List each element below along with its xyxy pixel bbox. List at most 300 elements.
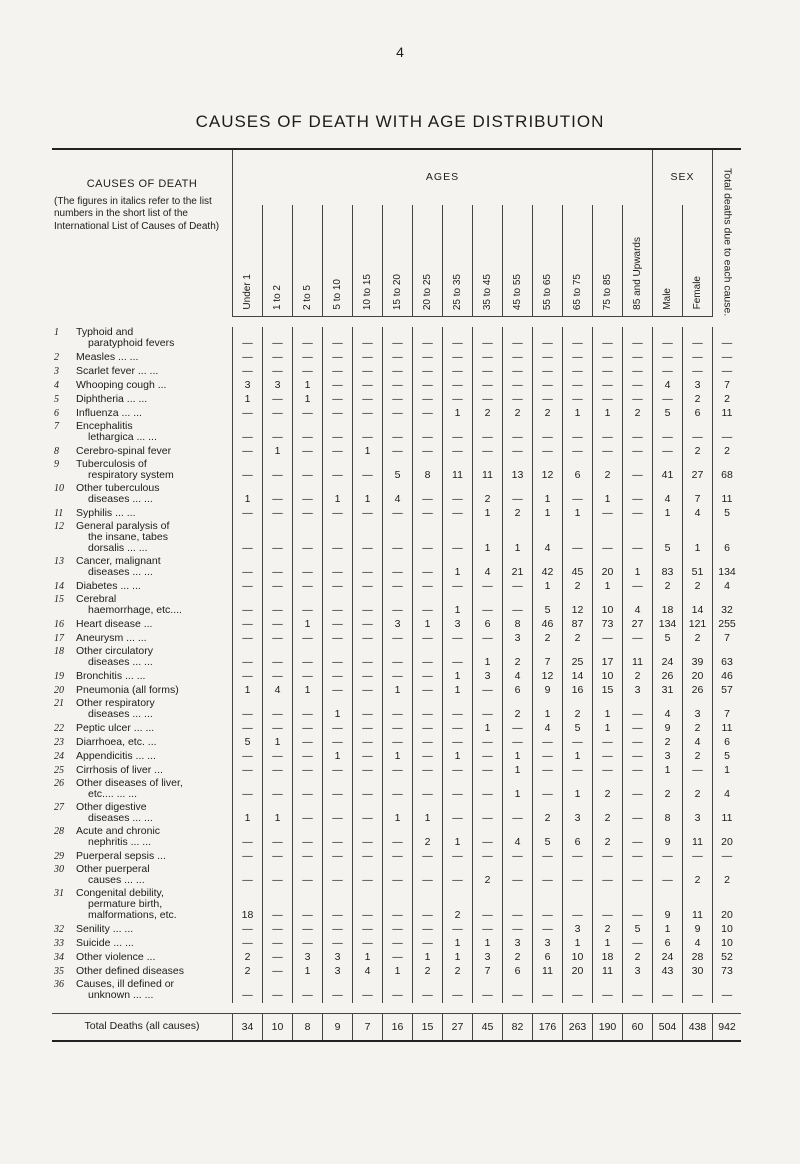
cell-value: —	[413, 670, 443, 684]
age-column-header	[233, 205, 263, 317]
cause-label: Tuberculosis of	[76, 457, 147, 470]
cell-value: —	[563, 764, 593, 778]
cell-value: —	[263, 965, 293, 979]
cause-label: Encephalitis	[76, 419, 133, 432]
cell-value: —	[533, 736, 563, 750]
cause-cell	[52, 684, 233, 698]
cell-value: —	[503, 736, 533, 750]
cell-value: 1	[473, 646, 503, 670]
cell-value: —	[293, 850, 323, 864]
cause-label: diseases ... ...	[88, 492, 153, 505]
cell-value: —	[503, 888, 533, 923]
cause-list-number: 14	[54, 580, 64, 592]
total-value: 504	[653, 1013, 683, 1041]
cell-value: —	[533, 445, 563, 459]
cause-label: Causes, ill defined or	[76, 977, 175, 990]
table-row	[52, 646, 741, 670]
cause-label: Bronchitis ... ...	[76, 669, 146, 682]
cell-value: —	[353, 698, 383, 722]
cell-value: 1	[443, 750, 473, 764]
cell-value: —	[443, 864, 473, 888]
cell-value: 10	[713, 937, 742, 951]
cell-value: —	[533, 750, 563, 764]
cell-value: —	[383, 421, 413, 445]
cause-cell	[52, 864, 233, 888]
cell-value: 10	[713, 923, 742, 937]
cell-value: 14	[683, 594, 713, 618]
cell-value: 3	[623, 684, 653, 698]
total-value: 7	[353, 1013, 383, 1041]
cell-value: 1	[233, 684, 263, 698]
cell-value: —	[383, 979, 413, 1003]
cell-value: —	[263, 888, 293, 923]
cell-value: —	[233, 580, 263, 594]
cell-value: 5	[233, 736, 263, 750]
cell-value: 68	[713, 459, 742, 483]
cause-label: Other digestive	[76, 800, 147, 813]
cause-list-number: 13	[54, 555, 64, 567]
cause-cell	[52, 937, 233, 951]
cell-value: 1	[443, 556, 473, 580]
cause-label: Scarlet fever ... ...	[76, 364, 159, 377]
cell-value: —	[653, 327, 683, 351]
cell-value: —	[353, 327, 383, 351]
cause-label: Peptic ulcer ... ...	[76, 721, 155, 734]
cell-value: 11	[533, 965, 563, 979]
cell-value: —	[323, 979, 353, 1003]
cause-label: Appendicitis ... ...	[76, 749, 156, 762]
cell-value: —	[443, 802, 473, 826]
cell-value: —	[353, 923, 383, 937]
cause-cell	[52, 421, 233, 445]
cell-value: —	[353, 556, 383, 580]
cell-value: 7	[713, 698, 742, 722]
cause-cell	[52, 580, 233, 594]
cell-value: —	[353, 979, 383, 1003]
cause-label: Influenza ... ...	[76, 406, 142, 419]
causes-of-death-table-wrapper	[52, 148, 741, 1042]
cause-label: Other puerperal	[76, 862, 150, 875]
cell-value: 6	[533, 951, 563, 965]
cell-value: 4	[653, 379, 683, 393]
cell-value: —	[623, 393, 653, 407]
cell-value: —	[263, 923, 293, 937]
cell-value: 4	[533, 521, 563, 556]
cause-list-number: 24	[54, 750, 64, 762]
cell-value: —	[233, 407, 263, 421]
cell-value: —	[473, 580, 503, 594]
cell-value: 4	[503, 826, 533, 850]
cause-label: Cerebro-spinal fever	[76, 444, 172, 457]
cell-value: —	[323, 594, 353, 618]
cell-value: —	[263, 421, 293, 445]
cause-label: respiratory system	[88, 468, 174, 481]
cell-value: 4	[713, 778, 742, 802]
cell-value: —	[383, 923, 413, 937]
cell-value: 83	[653, 556, 683, 580]
cause-cell	[52, 445, 233, 459]
cell-value: —	[563, 736, 593, 750]
cell-value: —	[623, 698, 653, 722]
cause-label: paratyphoid fevers	[88, 336, 175, 349]
cell-value: —	[413, 923, 443, 937]
cell-value: —	[623, 888, 653, 923]
cause-cell	[52, 618, 233, 632]
age-column-header	[413, 205, 443, 317]
cell-value: 5	[623, 923, 653, 937]
cell-value: 3	[263, 379, 293, 393]
cell-value: —	[353, 750, 383, 764]
cell-value: 1	[293, 379, 323, 393]
cell-value: —	[593, 850, 623, 864]
cell-value: —	[623, 521, 653, 556]
cell-value: 1	[353, 445, 383, 459]
cell-value: —	[383, 351, 413, 365]
cause-list-number: 2	[54, 351, 59, 363]
cell-value: —	[623, 750, 653, 764]
cause-label: Congenital debility,	[76, 886, 164, 899]
cause-cell	[52, 979, 233, 1003]
cell-value: 1	[503, 521, 533, 556]
cell-value: 1	[593, 698, 623, 722]
cell-value: —	[293, 365, 323, 379]
table-row	[52, 826, 741, 850]
cell-value: 1	[533, 580, 563, 594]
cell-value: 12	[533, 459, 563, 483]
cell-value: —	[233, 365, 263, 379]
cell-value: —	[353, 670, 383, 684]
cell-value: —	[293, 445, 323, 459]
cell-value: —	[503, 351, 533, 365]
cell-value: 6	[503, 684, 533, 698]
age-column-header	[533, 205, 563, 317]
total-value: 176	[533, 1013, 563, 1041]
age-column-label: 65 to 75	[571, 273, 583, 310]
cell-value: —	[413, 556, 443, 580]
causes-note: (The figures in italics refer to the list numbers in the short list of the International List of Causes of Death)	[54, 195, 220, 232]
age-column-label: 85 and Upwards	[631, 236, 643, 310]
cell-value: —	[623, 327, 653, 351]
cell-value: —	[413, 646, 443, 670]
cell-value: —	[413, 778, 443, 802]
cell-value: —	[293, 764, 323, 778]
cell-value: —	[293, 698, 323, 722]
cell-value: 3	[653, 750, 683, 764]
cell-value: —	[353, 888, 383, 923]
cell-value: 6	[683, 407, 713, 421]
cell-value: 1	[653, 764, 683, 778]
cell-value: 57	[713, 684, 742, 698]
cell-value: 20	[713, 826, 742, 850]
cell-value: 6	[503, 965, 533, 979]
table-row	[52, 802, 741, 826]
cell-value: —	[323, 670, 353, 684]
cell-value: 4	[713, 580, 742, 594]
cell-value: 2	[533, 407, 563, 421]
cell-value: 20	[593, 556, 623, 580]
sex-column-header	[653, 205, 683, 317]
cell-value: —	[293, 556, 323, 580]
cell-value: —	[233, 327, 263, 351]
cell-value: —	[443, 764, 473, 778]
cell-value: 5	[533, 826, 563, 850]
cell-value: 11	[713, 802, 742, 826]
cause-list-number: 23	[54, 736, 64, 748]
age-column-header	[293, 205, 323, 317]
cell-value: —	[383, 778, 413, 802]
cell-value: —	[443, 365, 473, 379]
table-row	[52, 459, 741, 483]
cell-value: 11	[683, 888, 713, 923]
cell-value: —	[473, 736, 503, 750]
cell-value: 27	[623, 618, 653, 632]
cell-value: —	[533, 421, 563, 445]
cell-value: —	[683, 365, 713, 379]
cell-value: —	[383, 365, 413, 379]
cause-label: Cerebral	[76, 592, 117, 605]
cell-value: —	[293, 750, 323, 764]
cell-value: —	[383, 646, 413, 670]
cell-value: —	[533, 327, 563, 351]
cell-value: —	[263, 521, 293, 556]
cause-label: diseases ... ...	[88, 811, 153, 824]
total-value: 16	[383, 1013, 413, 1041]
cell-value: —	[353, 736, 383, 750]
cell-value: 1	[443, 826, 473, 850]
cell-value: —	[653, 393, 683, 407]
table-row	[52, 951, 741, 965]
cell-value: —	[473, 421, 503, 445]
cell-value: —	[353, 864, 383, 888]
cause-list-number: 28	[54, 825, 64, 837]
table-row	[52, 736, 741, 750]
cell-value: 1	[473, 521, 503, 556]
cause-cell	[52, 698, 233, 722]
cell-value: 4	[503, 670, 533, 684]
cell-value: 2	[653, 778, 683, 802]
cell-value: —	[413, 698, 443, 722]
cell-value: —	[383, 445, 413, 459]
cause-label: Other violence ...	[76, 950, 156, 963]
cell-value: 4	[353, 965, 383, 979]
cell-value: 1	[563, 507, 593, 521]
total-value: 942	[713, 1013, 742, 1041]
cause-list-number: 31	[54, 887, 64, 899]
cause-label: Syphilis ... ...	[76, 506, 136, 519]
cell-value: —	[623, 937, 653, 951]
total-value: 60	[623, 1013, 653, 1041]
cell-value: —	[503, 722, 533, 736]
cell-value: 11	[683, 826, 713, 850]
cell-value: —	[293, 521, 323, 556]
cell-value: 17	[593, 646, 623, 670]
age-column-label: 20 to 25	[421, 273, 433, 310]
cell-value: 2	[623, 951, 653, 965]
cell-value: 1	[443, 951, 473, 965]
cell-value: —	[443, 979, 473, 1003]
table-row	[52, 580, 741, 594]
table-row	[52, 684, 741, 698]
cause-cell	[52, 646, 233, 670]
cell-value: —	[563, 351, 593, 365]
cell-value: —	[413, 888, 443, 923]
cause-list-number: 8	[54, 445, 59, 457]
cell-value: —	[563, 327, 593, 351]
cell-value: 2	[713, 393, 742, 407]
cause-list-number: 7	[54, 420, 59, 432]
cell-value: —	[473, 327, 503, 351]
cell-value: 5	[563, 722, 593, 736]
cell-value: —	[383, 521, 413, 556]
cell-value: —	[593, 379, 623, 393]
cell-value: —	[293, 736, 323, 750]
cell-value: —	[353, 646, 383, 670]
cell-value: —	[593, 521, 623, 556]
cause-label: Other circulatory	[76, 644, 154, 657]
cell-value: —	[623, 850, 653, 864]
age-column-label: 2 to 5	[301, 284, 313, 310]
cause-list-number: 32	[54, 923, 64, 935]
cell-value: 4	[683, 507, 713, 521]
cell-value: 20	[563, 965, 593, 979]
cell-value: 2	[653, 736, 683, 750]
cell-value: 2	[503, 951, 533, 965]
cell-value: 6	[563, 826, 593, 850]
cell-value: —	[353, 459, 383, 483]
cell-value: 16	[563, 684, 593, 698]
cell-value: —	[233, 826, 263, 850]
cell-value: —	[293, 507, 323, 521]
table-row	[52, 778, 741, 802]
cell-value: —	[623, 632, 653, 646]
cell-value: 1	[563, 750, 593, 764]
cell-value: —	[623, 802, 653, 826]
cell-value: —	[323, 365, 353, 379]
cell-value: —	[443, 421, 473, 445]
cause-label: diseases ... ...	[88, 655, 153, 668]
cell-value: —	[413, 684, 443, 698]
cell-value: 2	[413, 826, 443, 850]
cause-label: Heart disease ...	[76, 617, 153, 630]
cause-label: the insane, tabes	[88, 530, 168, 543]
cell-value: —	[383, 580, 413, 594]
cell-value: —	[443, 393, 473, 407]
cell-value: 2	[233, 965, 263, 979]
cause-list-number: 25	[54, 764, 64, 776]
cell-value: —	[323, 736, 353, 750]
cell-value: —	[503, 802, 533, 826]
cell-value: —	[413, 594, 443, 618]
cell-value: 2	[683, 445, 713, 459]
cell-value: —	[533, 778, 563, 802]
cell-value: 2	[563, 698, 593, 722]
ages-heading: AGES	[233, 149, 653, 205]
cell-value: 2	[563, 580, 593, 594]
cell-value: —	[683, 351, 713, 365]
cell-value: —	[623, 445, 653, 459]
cell-value: 1	[593, 937, 623, 951]
cell-value: —	[293, 722, 323, 736]
cell-value: —	[263, 778, 293, 802]
cell-value: 73	[713, 965, 742, 979]
cause-cell	[52, 736, 233, 750]
cell-value: 7	[713, 632, 742, 646]
cell-value: —	[293, 421, 323, 445]
cell-value: —	[383, 736, 413, 750]
cell-value: —	[263, 594, 293, 618]
cause-list-number: 35	[54, 965, 64, 977]
cell-value: —	[653, 864, 683, 888]
table-row	[52, 764, 741, 778]
cell-value: —	[473, 393, 503, 407]
cell-value: —	[323, 632, 353, 646]
cause-list-number: 22	[54, 722, 64, 734]
cell-value: —	[383, 632, 413, 646]
cause-cell	[52, 850, 233, 864]
cell-value: 7	[473, 965, 503, 979]
cell-value: —	[683, 979, 713, 1003]
cell-value: —	[263, 393, 293, 407]
cause-cell	[52, 379, 233, 393]
cell-value: 3	[323, 951, 353, 965]
cell-value: 3	[683, 698, 713, 722]
cell-value: —	[563, 379, 593, 393]
cell-value: 1	[593, 407, 623, 421]
cell-value: 2	[533, 632, 563, 646]
cell-value: 3	[383, 618, 413, 632]
cell-value: 2	[473, 864, 503, 888]
cell-value: 42	[533, 556, 563, 580]
cause-label: Diabetes ... ...	[76, 579, 141, 592]
cell-value: 2	[683, 632, 713, 646]
cell-value: —	[263, 750, 293, 764]
cell-value: —	[503, 594, 533, 618]
cell-value: —	[593, 750, 623, 764]
table-row	[52, 327, 741, 351]
cell-value: 2	[563, 632, 593, 646]
cell-value: 1	[443, 684, 473, 698]
total-value: 9	[323, 1013, 353, 1041]
cell-value: 1	[293, 618, 323, 632]
cell-value: 1	[593, 580, 623, 594]
cell-value: —	[323, 864, 353, 888]
cause-cell	[52, 750, 233, 764]
cell-value: —	[443, 445, 473, 459]
cell-value: 1	[473, 722, 503, 736]
cell-value: 43	[653, 965, 683, 979]
cell-value: —	[443, 646, 473, 670]
cell-value: —	[233, 594, 263, 618]
table-row	[52, 393, 741, 407]
cell-value: —	[563, 864, 593, 888]
cell-value: —	[413, 764, 443, 778]
cell-value: —	[233, 507, 263, 521]
cell-value: —	[683, 850, 713, 864]
cell-value: —	[263, 951, 293, 965]
cell-value: 2	[473, 483, 503, 507]
cell-value: —	[503, 365, 533, 379]
cell-value: —	[353, 580, 383, 594]
cause-cell	[52, 722, 233, 736]
cell-value: —	[293, 483, 323, 507]
cell-value: —	[353, 937, 383, 951]
cell-value: —	[683, 421, 713, 445]
cell-value: —	[503, 379, 533, 393]
cell-value: —	[353, 722, 383, 736]
cell-value: —	[713, 365, 742, 379]
cell-value: —	[473, 684, 503, 698]
cell-value: —	[323, 459, 353, 483]
